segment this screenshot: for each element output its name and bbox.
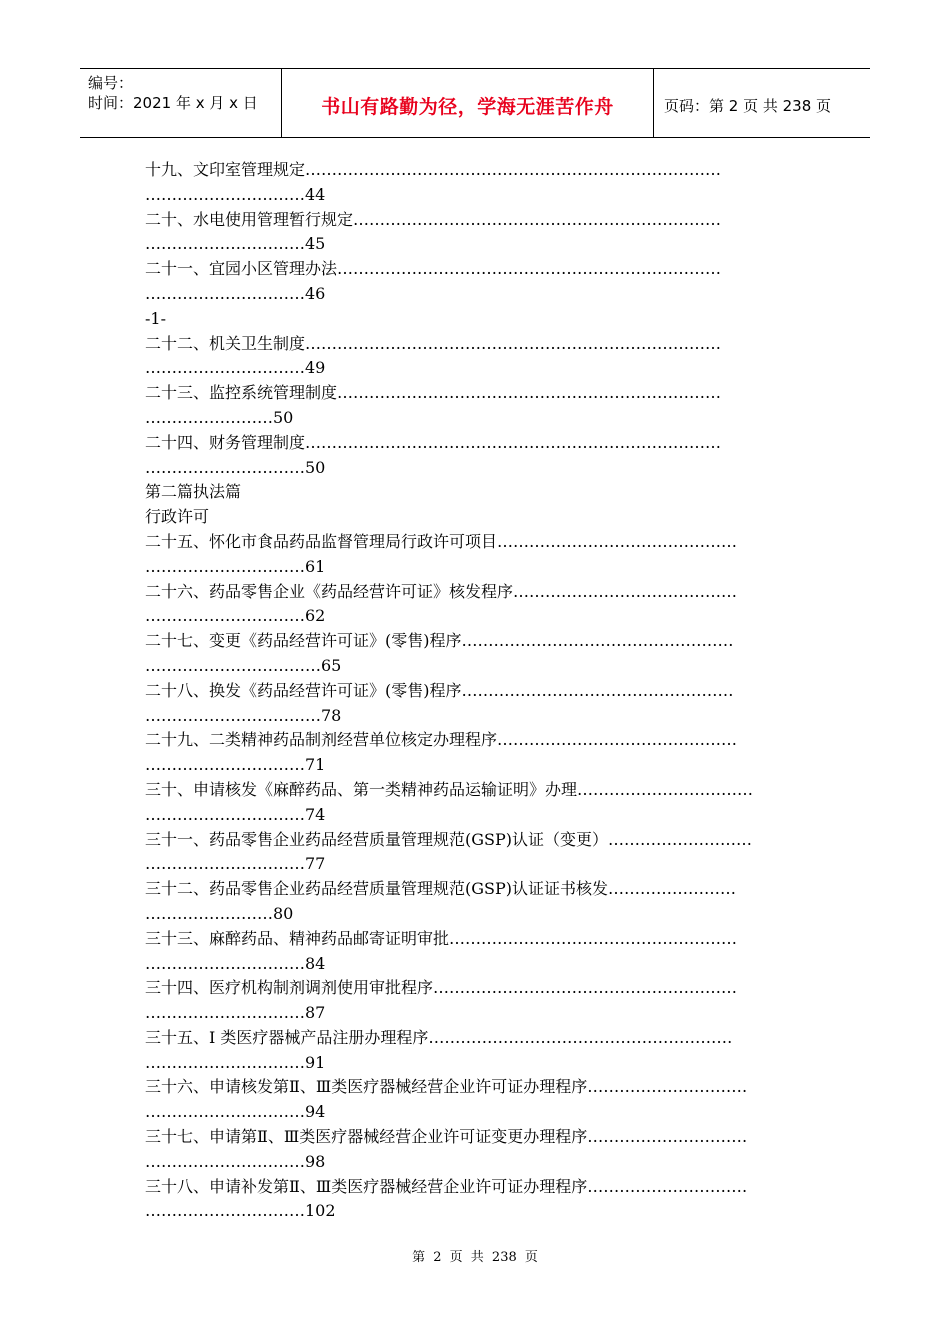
time-label: 时间：2021 年 x 月 x 日: [88, 94, 258, 112]
toc-line: ……………………………78: [145, 705, 342, 725]
toc-line: …………………………71: [145, 755, 326, 775]
toc-line: …………………………74: [145, 804, 326, 824]
toc-line: ……………………50: [145, 407, 294, 427]
toc-line: 三十五、I 类医疗器械产品注册办理程序…………………………………………………: [145, 1027, 733, 1047]
header-motto: 书山有路勤为径，学海无涯苦作舟: [282, 69, 654, 137]
toc-line: …………………………98: [145, 1151, 326, 1171]
toc-line: …………………………62: [145, 606, 326, 626]
toc-line: …………………………45: [145, 234, 326, 254]
toc-line: 二十一、宜园小区管理办法………………………………………………………………: [145, 259, 722, 279]
toc-line: …………………………77: [145, 854, 326, 874]
toc-line: 二十五、怀化市食品药品监督管理局行政许可项目………………………………………: [145, 531, 738, 551]
header-meta: [80, 69, 282, 137]
toc-line: 二十七、变更《药品经营许可证》(零售)程序……………………………………………: [145, 631, 734, 651]
toc-line: …………………………94: [145, 1102, 326, 1122]
toc-line: 二十三、监控系统管理制度………………………………………………………………: [145, 383, 722, 403]
toc-line: 三十七、申请第Ⅱ、Ⅲ类医疗器械经营企业许可证变更办理程序…………………………: [145, 1127, 748, 1147]
serial-label: 编号：: [88, 74, 134, 92]
page-footer: 第 2 页 共 238 页: [412, 1250, 538, 1265]
toc-line: 三十二、药品零售企业药品经营质量管理规范(GSP)认证证书核发……………………: [145, 879, 736, 899]
toc-line: 三十八、申请补发第Ⅱ、Ⅲ类医疗器械经营企业许可证办理程序…………………………: [145, 1176, 748, 1196]
toc-line: -1-: [145, 308, 166, 328]
toc-line: 三十六、申请核发第Ⅱ、Ⅲ类医疗器械经营企业许可证办理程序…………………………: [145, 1077, 748, 1097]
toc-line: …………………………49: [145, 358, 326, 378]
toc-line: 第二篇执法篇: [145, 482, 242, 502]
toc-line: 二十、水电使用管理暂行规定……………………………………………………………: [145, 209, 722, 229]
toc-line: 二十九、二类精神药品制剂经营单位核定办理程序………………………………………: [145, 730, 738, 750]
toc-line: …………………………87: [145, 1003, 326, 1023]
toc-line: …………………………44: [145, 184, 326, 204]
toc-line: 三十四、医疗机构制剂调剂使用审批程序…………………………………………………: [145, 978, 738, 998]
page-header: [80, 68, 870, 138]
toc-line: 三十一、药品零售企业药品经营质量管理规范(GSP)认证（变更）………………………: [145, 829, 752, 849]
toc-line: 三十三、麻醉药品、精神药品邮寄证明审批………………………………………………: [145, 928, 738, 948]
toc-line: ……………………80: [145, 903, 294, 923]
toc-line: …………………………102: [145, 1201, 336, 1221]
table-of-contents: [145, 158, 810, 1224]
toc-line: 十九、文印室管理规定……………………………………………………………………: [145, 160, 722, 179]
toc-line: …………………………46: [145, 283, 326, 303]
toc-line: 二十八、换发《药品经营许可证》(零售)程序……………………………………………: [145, 680, 734, 700]
toc-line: …………………………84: [145, 953, 326, 973]
toc-line: 二十二、机关卫生制度……………………………………………………………………: [145, 333, 722, 353]
toc-line: 二十四、财务管理制度……………………………………………………………………: [145, 432, 722, 452]
toc-line: 三十、申请核发《麻醉药品、第一类精神药品运输证明》办理……………………………: [145, 779, 754, 799]
toc-line: …………………………91: [145, 1052, 326, 1072]
toc-line: …………………………50: [145, 457, 326, 477]
header-page-info: 页码：第 2 页 共 238 页: [664, 96, 832, 115]
toc-line: …………………………61: [145, 556, 326, 576]
toc-line: 行政许可: [145, 507, 210, 527]
toc-line: 二十六、药品零售企业《药品经营许可证》核发程序……………………………………: [145, 581, 738, 601]
toc-line: ……………………………65: [145, 655, 342, 675]
